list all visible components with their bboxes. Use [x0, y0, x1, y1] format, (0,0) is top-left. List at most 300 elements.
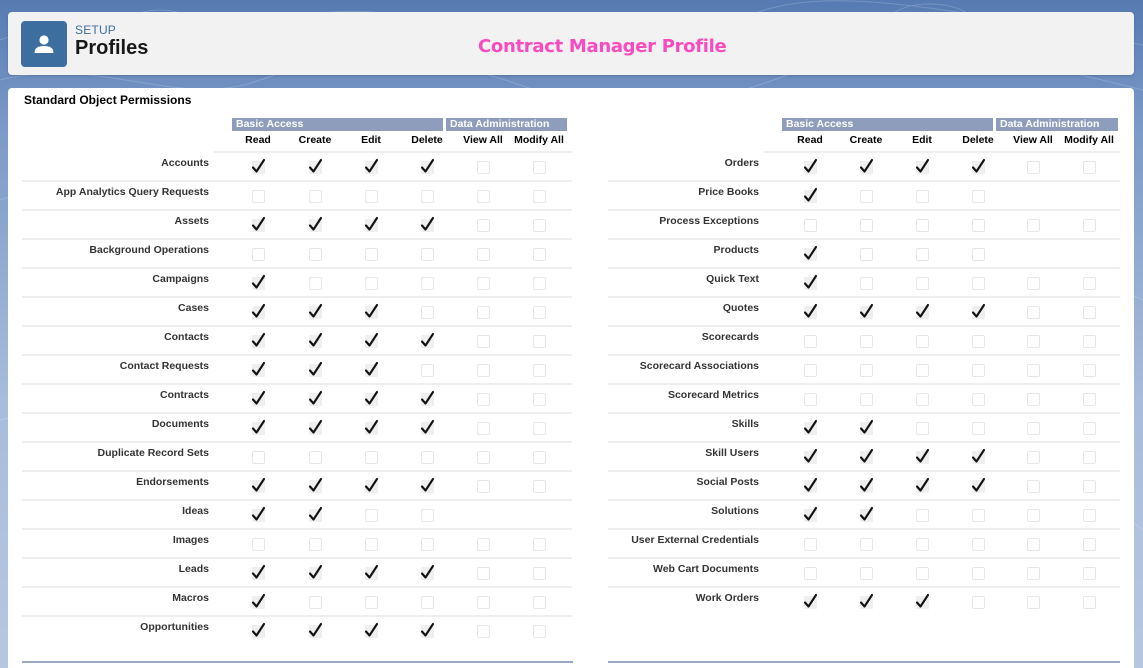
modify-all-checkbox[interactable]	[533, 625, 546, 638]
header-divider	[214, 151, 572, 153]
delete-checkbox[interactable]	[972, 422, 985, 435]
read-checkbox[interactable]	[252, 335, 265, 348]
delete-checkbox[interactable]	[421, 393, 434, 406]
checkmark-icon	[364, 216, 379, 232]
delete-checkbox[interactable]	[421, 567, 434, 580]
checkmark-icon	[803, 448, 818, 464]
table-row	[608, 530, 1120, 559]
delete-checkbox[interactable]	[421, 248, 434, 261]
read-checkbox[interactable]	[252, 248, 265, 261]
column-header-read: Read	[797, 134, 823, 146]
modify-all-checkbox[interactable]	[1083, 422, 1096, 435]
view-all-checkbox[interactable]	[1027, 509, 1040, 522]
table-row	[608, 414, 1120, 443]
checkmark-icon	[803, 593, 818, 609]
object-name: Macros	[172, 592, 209, 604]
checkmark-icon	[251, 477, 266, 493]
checkmark-icon	[420, 332, 435, 348]
checkmark-icon	[420, 158, 435, 174]
edit-checkbox[interactable]	[916, 422, 929, 435]
table-row	[608, 356, 1120, 385]
read-checkbox[interactable]	[804, 567, 817, 580]
modify-all-checkbox[interactable]	[1083, 538, 1096, 551]
delete-checkbox[interactable]	[972, 335, 985, 348]
checkmark-icon	[420, 622, 435, 638]
delete-checkbox[interactable]	[972, 277, 985, 290]
view-all-checkbox[interactable]	[1027, 422, 1040, 435]
edit-checkbox[interactable]	[365, 277, 378, 290]
modify-all-checkbox[interactable]	[1083, 480, 1096, 493]
delete-checkbox[interactable]	[972, 538, 985, 551]
read-checkbox[interactable]	[804, 364, 817, 377]
edit-checkbox[interactable]	[365, 422, 378, 435]
read-checkbox[interactable]	[252, 451, 265, 464]
checkmark-icon	[971, 303, 986, 319]
view-all-checkbox[interactable]	[477, 538, 490, 551]
edit-checkbox[interactable]	[365, 306, 378, 319]
table-row	[608, 211, 1120, 240]
edit-checkbox[interactable]	[916, 248, 929, 261]
edit-checkbox[interactable]	[365, 596, 378, 609]
checkmark-icon	[251, 506, 266, 522]
delete-checkbox[interactable]	[421, 625, 434, 638]
checkmark-icon	[915, 303, 930, 319]
edit-checkbox[interactable]	[365, 509, 378, 522]
object-name: Leads	[178, 563, 209, 575]
create-checkbox[interactable]	[309, 277, 322, 290]
column-header-modify-all: Modify All	[1064, 134, 1114, 146]
table-row	[608, 182, 1120, 211]
modify-all-checkbox[interactable]	[1083, 219, 1096, 232]
delete-checkbox[interactable]	[972, 480, 985, 493]
delete-checkbox[interactable]	[972, 451, 985, 464]
view-all-checkbox[interactable]	[1027, 161, 1040, 174]
view-all-checkbox[interactable]	[1027, 393, 1040, 406]
table-row	[608, 443, 1120, 472]
checkmark-icon	[420, 419, 435, 435]
create-checkbox[interactable]	[309, 161, 322, 174]
checkmark-icon	[251, 564, 266, 580]
object-name: Scorecards	[701, 331, 759, 343]
modify-all-checkbox[interactable]	[533, 161, 546, 174]
create-checkbox[interactable]	[860, 451, 873, 464]
edit-checkbox[interactable]	[365, 567, 378, 580]
read-checkbox[interactable]	[804, 480, 817, 493]
delete-checkbox[interactable]	[421, 335, 434, 348]
page-header	[8, 12, 1134, 75]
read-checkbox[interactable]	[804, 219, 817, 232]
edit-checkbox[interactable]	[916, 219, 929, 232]
create-checkbox[interactable]	[860, 509, 873, 522]
edit-checkbox[interactable]	[365, 451, 378, 464]
user-icon	[21, 21, 67, 67]
modify-all-checkbox[interactable]	[533, 393, 546, 406]
group-header-data-administration: Data Administration	[996, 118, 1118, 131]
checkmark-icon	[364, 477, 379, 493]
modify-all-checkbox[interactable]	[533, 422, 546, 435]
create-checkbox[interactable]	[309, 248, 322, 261]
read-checkbox[interactable]	[804, 393, 817, 406]
checkmark-icon	[915, 448, 930, 464]
column-header-edit: Edit	[912, 134, 932, 146]
read-checkbox[interactable]	[252, 306, 265, 319]
left-table-bottom-rule	[22, 661, 573, 663]
checkmark-icon	[971, 158, 986, 174]
object-name: Work Orders	[695, 592, 759, 604]
read-checkbox[interactable]	[252, 509, 265, 522]
view-all-checkbox[interactable]	[1027, 596, 1040, 609]
edit-checkbox[interactable]	[916, 190, 929, 203]
table-row	[22, 269, 572, 298]
object-name: Price Books	[698, 186, 759, 198]
delete-checkbox[interactable]	[421, 161, 434, 174]
object-name: App Analytics Query Requests	[55, 186, 209, 198]
view-all-checkbox[interactable]	[477, 306, 490, 319]
view-all-checkbox[interactable]	[477, 451, 490, 464]
create-checkbox[interactable]	[309, 190, 322, 203]
view-all-checkbox[interactable]	[477, 596, 490, 609]
create-checkbox[interactable]	[860, 567, 873, 580]
view-all-checkbox[interactable]	[1027, 451, 1040, 464]
delete-checkbox[interactable]	[972, 306, 985, 319]
view-all-checkbox[interactable]	[1027, 480, 1040, 493]
create-checkbox[interactable]	[860, 277, 873, 290]
edit-checkbox[interactable]	[365, 393, 378, 406]
table-row	[22, 443, 572, 472]
object-name: Orders	[724, 157, 759, 169]
modify-all-checkbox[interactable]	[1083, 335, 1096, 348]
checkmark-icon	[859, 477, 874, 493]
checkmark-icon	[803, 419, 818, 435]
checkmark-icon	[364, 361, 379, 377]
checkmark-icon	[915, 477, 930, 493]
modify-all-checkbox[interactable]	[1083, 161, 1096, 174]
table-row	[608, 559, 1120, 588]
create-checkbox[interactable]	[309, 364, 322, 377]
delete-checkbox[interactable]	[421, 277, 434, 290]
read-checkbox[interactable]	[252, 596, 265, 609]
view-all-checkbox[interactable]	[477, 567, 490, 580]
checkmark-icon	[803, 274, 818, 290]
object-name: Process Exceptions	[659, 215, 759, 227]
create-checkbox[interactable]	[309, 480, 322, 493]
delete-checkbox[interactable]	[972, 509, 985, 522]
delete-checkbox[interactable]	[972, 161, 985, 174]
read-checkbox[interactable]	[252, 393, 265, 406]
read-checkbox[interactable]	[804, 277, 817, 290]
read-checkbox[interactable]	[252, 277, 265, 290]
edit-checkbox[interactable]	[916, 451, 929, 464]
column-header-create: Create	[849, 134, 883, 146]
create-checkbox[interactable]	[309, 393, 322, 406]
create-checkbox[interactable]	[309, 509, 322, 522]
table-row	[608, 327, 1120, 356]
checkmark-icon	[308, 158, 323, 174]
view-all-checkbox[interactable]	[1027, 277, 1040, 290]
create-checkbox[interactable]	[860, 248, 873, 261]
read-checkbox[interactable]	[804, 509, 817, 522]
modify-all-checkbox[interactable]	[1083, 364, 1096, 377]
edit-checkbox[interactable]	[365, 480, 378, 493]
delete-checkbox[interactable]	[421, 219, 434, 232]
checkmark-icon	[420, 564, 435, 580]
modify-all-checkbox[interactable]	[1083, 393, 1096, 406]
create-checkbox[interactable]	[860, 161, 873, 174]
modify-all-checkbox[interactable]	[533, 248, 546, 261]
checkmark-icon	[803, 477, 818, 493]
checkmark-icon	[420, 477, 435, 493]
delete-checkbox[interactable]	[421, 306, 434, 319]
edit-checkbox[interactable]	[916, 480, 929, 493]
checkmark-icon	[859, 303, 874, 319]
delete-checkbox[interactable]	[421, 190, 434, 203]
checkmark-icon	[364, 390, 379, 406]
checkmark-icon	[859, 158, 874, 174]
checkmark-icon	[420, 216, 435, 232]
column-header-modify-all: Modify All	[514, 134, 564, 146]
view-all-checkbox[interactable]	[477, 248, 490, 261]
checkmark-icon	[803, 245, 818, 261]
checkmark-icon	[308, 477, 323, 493]
create-checkbox[interactable]	[860, 306, 873, 319]
modify-all-checkbox[interactable]	[1083, 509, 1096, 522]
checkmark-icon	[364, 303, 379, 319]
checkmark-icon	[308, 332, 323, 348]
read-checkbox[interactable]	[252, 422, 265, 435]
object-name: Web Cart Documents	[653, 563, 759, 575]
modify-all-checkbox[interactable]	[533, 567, 546, 580]
delete-checkbox[interactable]	[421, 509, 434, 522]
read-checkbox[interactable]	[804, 451, 817, 464]
table-row	[22, 327, 572, 356]
modify-all-checkbox[interactable]	[533, 306, 546, 319]
checkmark-icon	[251, 216, 266, 232]
delete-checkbox[interactable]	[972, 567, 985, 580]
modify-all-checkbox[interactable]	[533, 364, 546, 377]
edit-checkbox[interactable]	[365, 625, 378, 638]
section-title: Standard Object Permissions	[24, 93, 192, 107]
checkmark-icon	[308, 419, 323, 435]
view-all-checkbox[interactable]	[477, 480, 490, 493]
read-checkbox[interactable]	[252, 538, 265, 551]
checkmark-icon	[803, 187, 818, 203]
column-header-delete: Delete	[962, 134, 994, 146]
delete-checkbox[interactable]	[421, 451, 434, 464]
checkmark-icon	[308, 361, 323, 377]
create-checkbox[interactable]	[309, 219, 322, 232]
table-row	[22, 240, 572, 269]
create-checkbox[interactable]	[309, 596, 322, 609]
object-name: Skill Users	[705, 447, 759, 459]
modify-all-checkbox[interactable]	[533, 538, 546, 551]
checkmark-icon	[859, 506, 874, 522]
view-all-checkbox[interactable]	[477, 190, 490, 203]
delete-checkbox[interactable]	[972, 190, 985, 203]
column-header-edit: Edit	[361, 134, 381, 146]
view-all-checkbox[interactable]	[477, 335, 490, 348]
table-row	[22, 588, 572, 617]
edit-checkbox[interactable]	[916, 509, 929, 522]
view-all-checkbox[interactable]	[477, 625, 490, 638]
object-name: Contracts	[159, 389, 209, 401]
delete-checkbox[interactable]	[421, 364, 434, 377]
edit-checkbox[interactable]	[365, 219, 378, 232]
group-header-basic-access: Basic Access	[232, 118, 443, 131]
edit-checkbox[interactable]	[916, 393, 929, 406]
table-row	[608, 472, 1120, 501]
breadcrumb-setup: SETUP	[75, 23, 117, 37]
checkmark-icon	[364, 564, 379, 580]
column-header-view-all: View All	[1013, 134, 1053, 146]
view-all-checkbox[interactable]	[1027, 306, 1040, 319]
checkmark-icon	[859, 593, 874, 609]
view-all-checkbox[interactable]	[477, 422, 490, 435]
modify-all-checkbox[interactable]	[533, 596, 546, 609]
read-checkbox[interactable]	[804, 335, 817, 348]
object-name: Ideas	[182, 505, 209, 517]
table-row	[22, 414, 572, 443]
delete-checkbox[interactable]	[421, 422, 434, 435]
checkmark-icon	[915, 593, 930, 609]
object-name: Duplicate Record Sets	[97, 447, 209, 459]
create-checkbox[interactable]	[309, 422, 322, 435]
read-checkbox[interactable]	[804, 596, 817, 609]
create-checkbox[interactable]	[309, 567, 322, 580]
checkmark-icon	[251, 332, 266, 348]
modify-all-checkbox[interactable]	[533, 277, 546, 290]
edit-checkbox[interactable]	[916, 306, 929, 319]
table-row	[608, 240, 1120, 269]
edit-checkbox[interactable]	[916, 161, 929, 174]
modify-all-checkbox[interactable]	[533, 335, 546, 348]
edit-checkbox[interactable]	[916, 538, 929, 551]
object-name: Opportunities	[140, 621, 209, 633]
read-checkbox[interactable]	[252, 161, 265, 174]
table-row	[608, 298, 1120, 327]
object-name: Solutions	[711, 505, 759, 517]
read-checkbox[interactable]	[804, 538, 817, 551]
read-checkbox[interactable]	[804, 422, 817, 435]
edit-checkbox[interactable]	[365, 161, 378, 174]
edit-checkbox[interactable]	[365, 190, 378, 203]
read-checkbox[interactable]	[804, 306, 817, 319]
table-row	[22, 356, 572, 385]
edit-checkbox[interactable]	[916, 596, 929, 609]
read-checkbox[interactable]	[252, 480, 265, 493]
delete-checkbox[interactable]	[421, 538, 434, 551]
view-all-checkbox[interactable]	[477, 161, 490, 174]
object-name: Scorecard Metrics	[667, 389, 759, 401]
read-checkbox[interactable]	[804, 161, 817, 174]
create-checkbox[interactable]	[860, 480, 873, 493]
modify-all-checkbox[interactable]	[533, 480, 546, 493]
view-all-checkbox[interactable]	[1027, 335, 1040, 348]
edit-checkbox[interactable]	[365, 335, 378, 348]
view-all-checkbox[interactable]	[1027, 538, 1040, 551]
delete-checkbox[interactable]	[972, 393, 985, 406]
modify-all-checkbox[interactable]	[1083, 306, 1096, 319]
create-checkbox[interactable]	[309, 451, 322, 464]
create-checkbox[interactable]	[860, 190, 873, 203]
modify-all-checkbox[interactable]	[1083, 277, 1096, 290]
modify-all-checkbox[interactable]	[1083, 451, 1096, 464]
permissions-card	[8, 88, 1134, 668]
edit-checkbox[interactable]	[916, 567, 929, 580]
table-row	[608, 501, 1120, 530]
delete-checkbox[interactable]	[972, 248, 985, 261]
modify-all-checkbox[interactable]	[1083, 596, 1096, 609]
modify-all-checkbox[interactable]	[1083, 567, 1096, 580]
create-checkbox[interactable]	[860, 219, 873, 232]
view-all-checkbox[interactable]	[477, 393, 490, 406]
object-name: Images	[172, 534, 209, 546]
read-checkbox[interactable]	[252, 190, 265, 203]
checkmark-icon	[308, 506, 323, 522]
page-title: Profiles	[75, 37, 149, 59]
read-checkbox[interactable]	[252, 364, 265, 377]
view-all-checkbox[interactable]	[1027, 364, 1040, 377]
edit-checkbox[interactable]	[916, 277, 929, 290]
object-name: Assets	[174, 215, 209, 227]
table-row	[22, 385, 572, 414]
modify-all-checkbox[interactable]	[533, 451, 546, 464]
delete-checkbox[interactable]	[421, 480, 434, 493]
delete-checkbox[interactable]	[421, 596, 434, 609]
modify-all-checkbox[interactable]	[533, 219, 546, 232]
view-all-checkbox[interactable]	[1027, 219, 1040, 232]
view-all-checkbox[interactable]	[477, 364, 490, 377]
create-checkbox[interactable]	[309, 538, 322, 551]
create-checkbox[interactable]	[860, 364, 873, 377]
view-all-checkbox[interactable]	[1027, 567, 1040, 580]
create-checkbox[interactable]	[860, 538, 873, 551]
delete-checkbox[interactable]	[972, 596, 985, 609]
edit-checkbox[interactable]	[365, 364, 378, 377]
create-checkbox[interactable]	[860, 422, 873, 435]
column-header-delete: Delete	[411, 134, 443, 146]
checkmark-icon	[251, 361, 266, 377]
create-checkbox[interactable]	[309, 306, 322, 319]
view-all-checkbox[interactable]	[477, 219, 490, 232]
read-checkbox[interactable]	[252, 625, 265, 638]
edit-checkbox[interactable]	[916, 364, 929, 377]
create-checkbox[interactable]	[860, 335, 873, 348]
delete-checkbox[interactable]	[972, 219, 985, 232]
checkmark-icon	[364, 158, 379, 174]
checkmark-icon	[364, 622, 379, 638]
read-checkbox[interactable]	[252, 567, 265, 580]
create-checkbox[interactable]	[309, 625, 322, 638]
object-name: Cases	[178, 302, 209, 314]
object-name: Endorsements	[136, 476, 209, 488]
checkmark-icon	[308, 622, 323, 638]
create-checkbox[interactable]	[860, 596, 873, 609]
modify-all-checkbox[interactable]	[533, 190, 546, 203]
edit-checkbox[interactable]	[365, 248, 378, 261]
edit-checkbox[interactable]	[365, 538, 378, 551]
read-checkbox[interactable]	[804, 248, 817, 261]
view-all-checkbox[interactable]	[477, 277, 490, 290]
delete-checkbox[interactable]	[972, 364, 985, 377]
table-row	[608, 588, 1120, 617]
read-checkbox[interactable]	[804, 190, 817, 203]
edit-checkbox[interactable]	[916, 335, 929, 348]
checkmark-icon	[803, 158, 818, 174]
read-checkbox[interactable]	[252, 219, 265, 232]
create-checkbox[interactable]	[309, 335, 322, 348]
table-row	[22, 559, 572, 588]
create-checkbox[interactable]	[860, 393, 873, 406]
